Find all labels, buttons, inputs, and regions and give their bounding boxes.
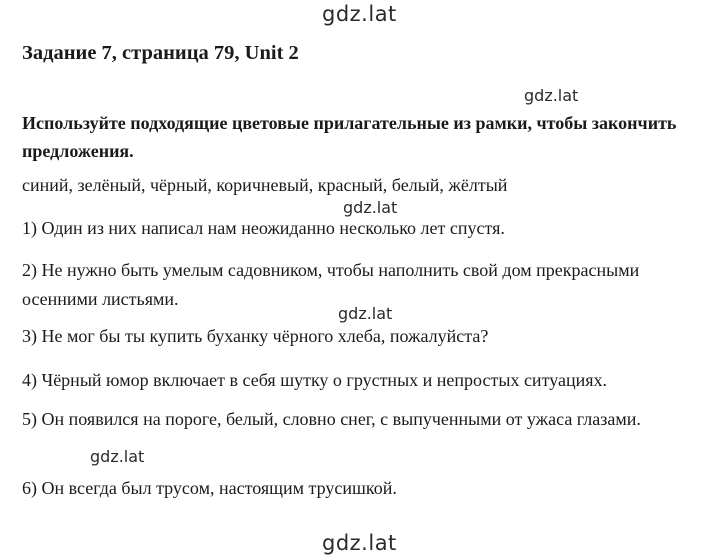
watermark: gdz.lat <box>338 304 393 323</box>
word-box: синий, зелёный, чёрный, коричневый, красный, белый, жёлтый <box>22 175 508 195</box>
page-title: Задание 7, страница 79, Unit 2 <box>22 42 299 64</box>
sentence-2: 2) Не нужно быть умелым садовником, чтобы наполнить свой дом прекрасными осенними листьями. <box>22 260 640 309</box>
sentence-4: 4) Чёрный юмор включает в себя шутку о грустных и непростых ситуациях. <box>22 370 607 390</box>
sentence-5: 5) Он появился на пороге, белый, словно снег, с выпученными от ужаса глазами. <box>22 409 641 429</box>
watermark: gdz.lat <box>90 447 145 466</box>
watermark-top: gdz.lat <box>322 2 397 26</box>
sentence-6: 6) Он всегда был трусом, настоящим трусишкой. <box>22 478 397 498</box>
task-instruction: Используйте подходящие цветовые прилагательные из рамки, чтобы закончить предложения. <box>22 113 677 161</box>
watermark: gdz.lat <box>343 198 398 217</box>
watermark: gdz.lat <box>524 86 579 105</box>
sentence-3: 3) Не мог бы ты купить буханку чёрного хлеба, пожалуйста? <box>22 326 489 346</box>
sentence-1: 1) Один из них написал нам неожиданно несколько лет спустя. <box>22 218 505 238</box>
watermark-bottom: gdz.lat <box>322 531 397 555</box>
